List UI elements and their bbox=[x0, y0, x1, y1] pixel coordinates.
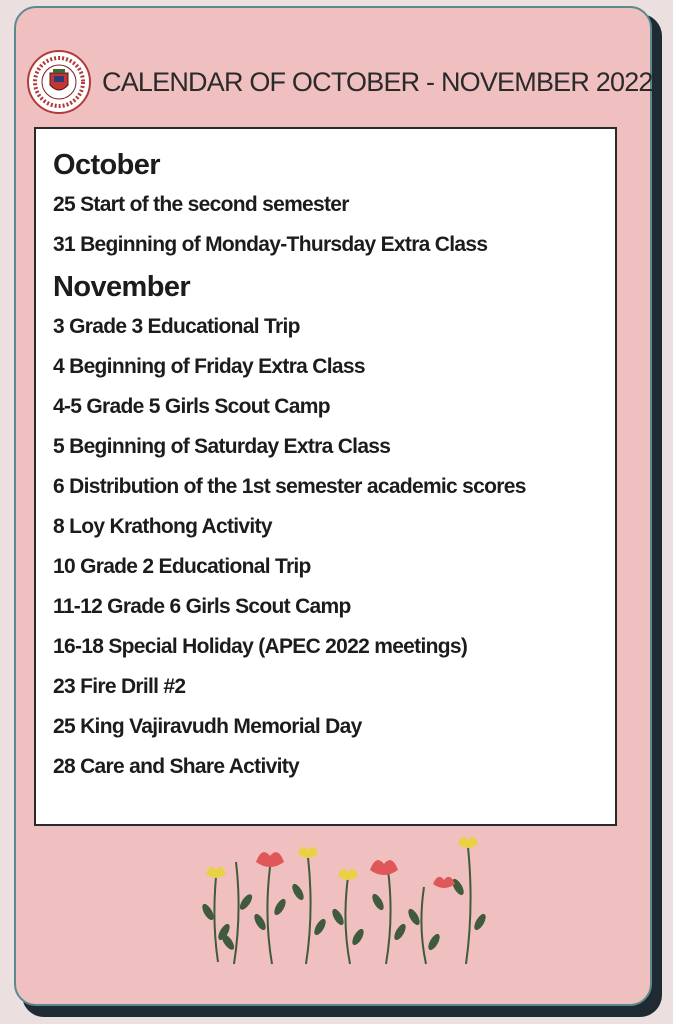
event-item: 23 Fire Drill #2 bbox=[53, 675, 186, 698]
event-item: 4 Beginning of Friday Extra Class bbox=[53, 355, 365, 378]
event-item: 6 Distribution of the 1st semester academic scores bbox=[53, 475, 526, 498]
event-item: 5 Beginning of Saturday Extra Class bbox=[53, 435, 391, 458]
header bbox=[26, 44, 653, 120]
flowers-icon bbox=[188, 832, 488, 972]
event-item: 10 Grade 2 Educational Trip bbox=[53, 555, 311, 578]
event-item: 25 Start of the second semester bbox=[53, 193, 349, 216]
event-item: 31 Beginning of Monday-Thursday Extra Class bbox=[53, 233, 488, 256]
event-item: 28 Care and Share Activity bbox=[53, 755, 299, 778]
month-heading-october: October bbox=[53, 149, 160, 181]
event-item: 11-12 Grade 6 Girls Scout Camp bbox=[53, 595, 351, 618]
event-item: 4-5 Grade 5 Girls Scout Camp bbox=[53, 395, 330, 418]
page-title: CALENDAR OF OCTOBER - NOVEMBER 2022 bbox=[102, 66, 653, 97]
event-item: 3 Grade 3 Educational Trip bbox=[53, 315, 300, 338]
event-item: 25 King Vajiravudh Memorial Day bbox=[53, 715, 362, 738]
month-heading-november: November bbox=[53, 271, 191, 303]
events-panel bbox=[34, 127, 617, 826]
event-item: 8 Loy Krathong Activity bbox=[53, 515, 272, 538]
event-item: 16-18 Special Holiday (APEC 2022 meetings) bbox=[53, 635, 468, 658]
school-crest-icon bbox=[26, 49, 92, 115]
